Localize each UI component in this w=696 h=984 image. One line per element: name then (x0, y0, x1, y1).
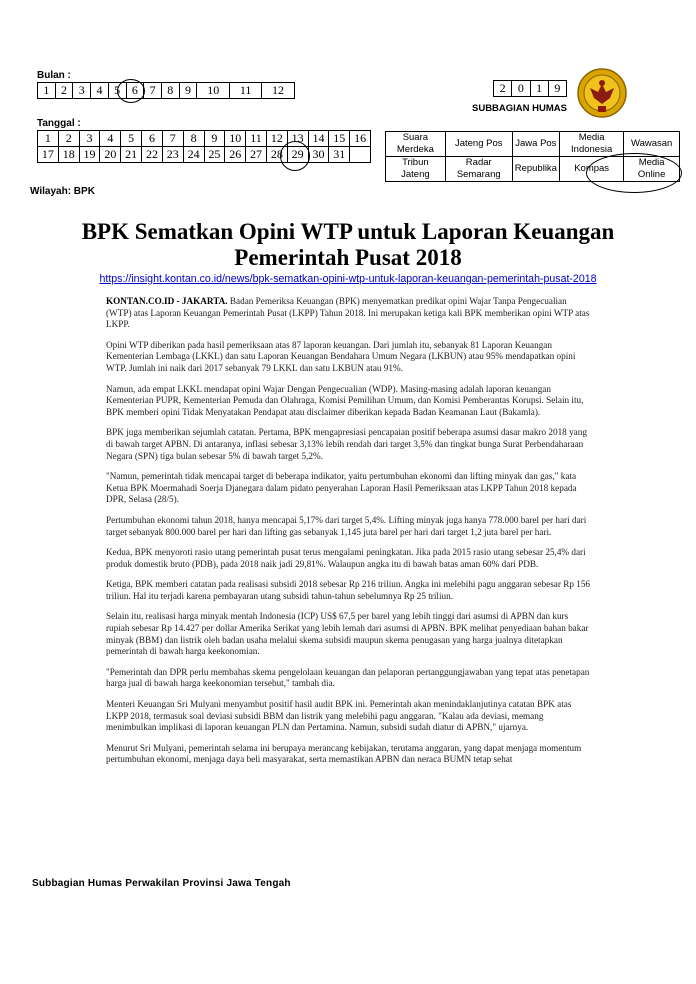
month-cell-7: 7 (144, 83, 162, 99)
month-cell-8: 8 (161, 83, 179, 99)
article-url-link[interactable]: https://insight.kontan.co.id/news/bpk-sematkan-opini-wtp-untuk-laporan-keuangan-pemerintah-pusat-2018 (99, 273, 597, 285)
media-cell-republika: Republika (512, 157, 559, 182)
article-paragraph: Menteri Keuangan Sri Mulyani menyambut positif hasil audit BPK ini. Pemerintah akan menindaklanjutinya catatan BPK atas LKPP 2018, termasuk soal deviasi subsidi BBM dan listrik yang melebihi pagu anggaran. "Kalau ada deviasi, memang menimbulkan implikasi di laporan keuangan PLN dan Pertamina. Namun, subsidi sudah diatur di APBN," ujarnya. (106, 699, 572, 733)
article-paragraph: "Namun, pemerintah tidak mencapai target di beberapa indikator, yaitu pertumbuhan ekonomi dan lifting minyak dan gas," kata Ketua BPK Moermahadi Soerja Djanegara dalam pidato penyerahan Laporan Hasil Pemeriksaan atas LKPP Tahun 2018 kepada DPR, Selasa (28/5). (106, 471, 577, 505)
media-cell-wawasan: Wawasan (624, 132, 680, 157)
media-cell-jateng-pos: Jateng Pos (445, 132, 512, 157)
article-paragraph: Kedua, BPK menyoroti rasio utang pemerintah pusat terus mengalami peningkatan. Jika pada 2015 rasio utang sebesar 25,4% dari produk domestik bruto (PDB), pada 2018 naik jadi 29,81%. Walaupun angka itu di bawah batas aman 60% dari PDB. (106, 547, 586, 569)
day-cell-22: 22 (142, 147, 163, 163)
day-cell-19: 19 (79, 147, 100, 163)
day-cell-7: 7 (162, 131, 183, 147)
month-cell-1: 1 (38, 83, 56, 99)
day-cell-8: 8 (183, 131, 204, 147)
day-cell-18: 18 (58, 147, 79, 163)
year-digit-1: 0 (512, 81, 530, 97)
month-cell-12: 12 (262, 83, 295, 99)
day-cell-12: 12 (266, 131, 287, 147)
day-cell-20: 20 (100, 147, 121, 163)
article-paragraph: Ketiga, BPK memberi catatan pada realisasi subsidi 2018 sebesar Rp 216 triliun. Angka ini melebihi pagu anggaran sebesar Rp 156 triliun. Hal itu terjadi karena pembayaran utang subsidi tahun-tahun sebelumnya Rp 25 triliun. (106, 579, 591, 601)
day-cell-5: 5 (121, 131, 142, 147)
media-cell-jawa-pos: Jawa Pos (512, 132, 559, 157)
article-paragraph: Opini WTP diberikan pada hasil pemeriksaan atas 87 laporan keuangan. Dari jumlah itu, sebanyak 81 Laporan Keuangan Kementerian Lembaga (LKKL) dan satu Laporan Keuangan Bendahara Umum Negara (LKBUN) atau 95% mendapatkan opini WTP. Jumlah ini naik dari 2017 sebanyak 79 LKKL dan satu LKBUN atau 91%. (106, 339, 576, 373)
article-paragraph: KONTAN.CO.ID - JAKARTA. Badan Pemeriksa Keuangan (BPK) menyematkan predikat opini Wajar Tanpa Pengecualian (WTP) atas Laporan Keuangan Pemerintah Pusat (LKPP) Tahun 2018. Ini merupakan ketiga kali BPK memberikan opini WTP atas LKPP. (106, 296, 590, 330)
day-cell-24: 24 (183, 147, 204, 163)
media-cell-radar-semarang: Radar Semarang (445, 157, 512, 182)
media-cell-suara-merdeka: Suara Merdeka (386, 132, 446, 157)
day-cell-14: 14 (308, 131, 329, 147)
day-cell-1: 1 (38, 131, 59, 147)
footer-text: Subbagian Humas Perwakilan Provinsi Jawa Tengah (32, 878, 291, 889)
year-digit-2: 1 (530, 81, 548, 97)
article-paragraph: Selain itu, realisasi harga minyak mentah Indonesia (ICP) US$ 67,5 per barel yang lebih tinggi dari asumsi di APBN dan kurs rupiah sebesar Rp 14.427 per dollar Amerika Serikat yang lebih lemah dari asumsi di APBN. BPK melihat penyediaan bahan bakar minyak (BBM) dan listrik oleh badan usaha melalui skema subsidi maupun skema penugasan yang harga jualnya ditetapkan pemerintah di bawah harga keekonomian. (106, 611, 589, 657)
media-cell-kompas: Kompas (559, 157, 623, 182)
month-cell-3: 3 (73, 83, 91, 99)
year-digit-0: 2 (494, 81, 512, 97)
media-cell-media-indonesia: Media Indonesia (559, 132, 623, 157)
bulan-label: Bulan : (37, 70, 71, 81)
day-cell-empty (350, 147, 371, 163)
day-cell-25: 25 (204, 147, 225, 163)
month-cell-4: 4 (91, 83, 109, 99)
article-paragraph: Menurut Sri Mulyani, pemerintah selama ini berupaya merancang kebijakan, terutama anggaran, yang dapat menjaga momentum pertumbuhan ekonomi, menjaga daya beli masyarakat, serta memastikan APBN dan neraca BUMN tetap sehat (106, 742, 582, 765)
day-cell-17: 17 (38, 147, 59, 163)
article-paragraph: "Pemerintah dan DPR perlu membahas skema pengelolaan keuangan dan pelaporan pertanggungjawaban yang tepat atas penetapan harga jual di bawah harga keekonomian tersebut," tambah dia. (106, 666, 590, 689)
month-table (37, 82, 295, 99)
org-label: SUBBAGIAN HUMAS (472, 103, 567, 114)
day-cell-30: 30 (308, 147, 329, 163)
day-table (37, 130, 371, 163)
day-cell-15: 15 (329, 131, 350, 147)
day-cell-6: 6 (142, 131, 163, 147)
month-cell-5: 5 (108, 83, 126, 99)
tanggal-label: Tanggal : (37, 118, 81, 129)
day-cell-21: 21 (121, 147, 142, 163)
article-paragraph: Pertumbuhan ekonomi tahun 2018, hanya mencapai 5,17% dari target 5,4%. Lifting minyak juga hanya 778.000 barel per hari dari target sebanyak 800.000 barel per hari dan lifting gas sebanyak 1,145 juta barel per hari dari target 1,2 juta barel per hari. (106, 514, 587, 537)
day-cell-31: 31 (329, 147, 350, 163)
day-cell-11: 11 (246, 131, 267, 147)
media-table (385, 131, 680, 182)
year-digit-3: 9 (548, 81, 566, 97)
day-cell-4: 4 (100, 131, 121, 147)
day-cell-10: 10 (225, 131, 246, 147)
day-cell-26: 26 (225, 147, 246, 163)
media-cell-tribun-jateng: Tribun Jateng (386, 157, 446, 182)
day-cell-23: 23 (162, 147, 183, 163)
wilayah-label: Wilayah: BPK (30, 186, 95, 197)
article-dateline: KONTAN.CO.ID - JAKARTA. (106, 296, 228, 306)
month-cell-9: 9 (179, 83, 197, 99)
day-cell-13: 13 (287, 131, 308, 147)
article-paragraph: BPK juga memberikan sejumlah catatan. Pertama, BPK mengapresiasi pencapaian positif beberapa asumsi dasar makro 2018 yang di bawah target APBN. Di antaranya, inflasi sebesar 3,13% lebih rendah dari target 3,5% dan tingkat bunga Surat Perbendaharaan Negara (SPN) tiga bulan sebesar 5% di bawah target 5,2%. (106, 427, 587, 461)
article-title-line2: Pemerintah Pusat 2018 (234, 245, 462, 270)
day-cell-9: 9 (204, 131, 225, 147)
month-cell-6: 6 (126, 83, 144, 99)
day-cell-29: 29 (287, 147, 308, 163)
article-body (106, 296, 592, 775)
day-cell-3: 3 (79, 131, 100, 147)
month-cell-10: 10 (197, 83, 230, 99)
article-paragraph: Namun, ada empat LKKL mendapat opini Wajar Dengan Pengecualian (WDP). Masing-masing adalah laporan keuangan Kementerian PUPR, Kementerian Pemuda dan Olahraga, Komisi Pemilihan Umum, dan Komisi Pemberantas Korupsi. Selain itu, BPK memberi opini Tidak Menyatakan Pendapat atau disclaimer diberikan kepada Badan Keamanan Laut (Bakamla). (106, 383, 584, 417)
month-cell-11: 11 (230, 83, 262, 99)
article-title-line1: BPK Sematkan Opini WTP untuk Laporan Keuangan (81, 219, 615, 244)
bpk-logo (576, 66, 628, 120)
year-table (493, 80, 567, 97)
day-cell-28: 28 (266, 147, 287, 163)
media-cell-media-online: Media Online (624, 157, 680, 182)
month-cell-2: 2 (55, 83, 73, 99)
day-cell-2: 2 (58, 131, 79, 147)
day-cell-27: 27 (246, 147, 267, 163)
day-cell-16: 16 (350, 131, 371, 147)
